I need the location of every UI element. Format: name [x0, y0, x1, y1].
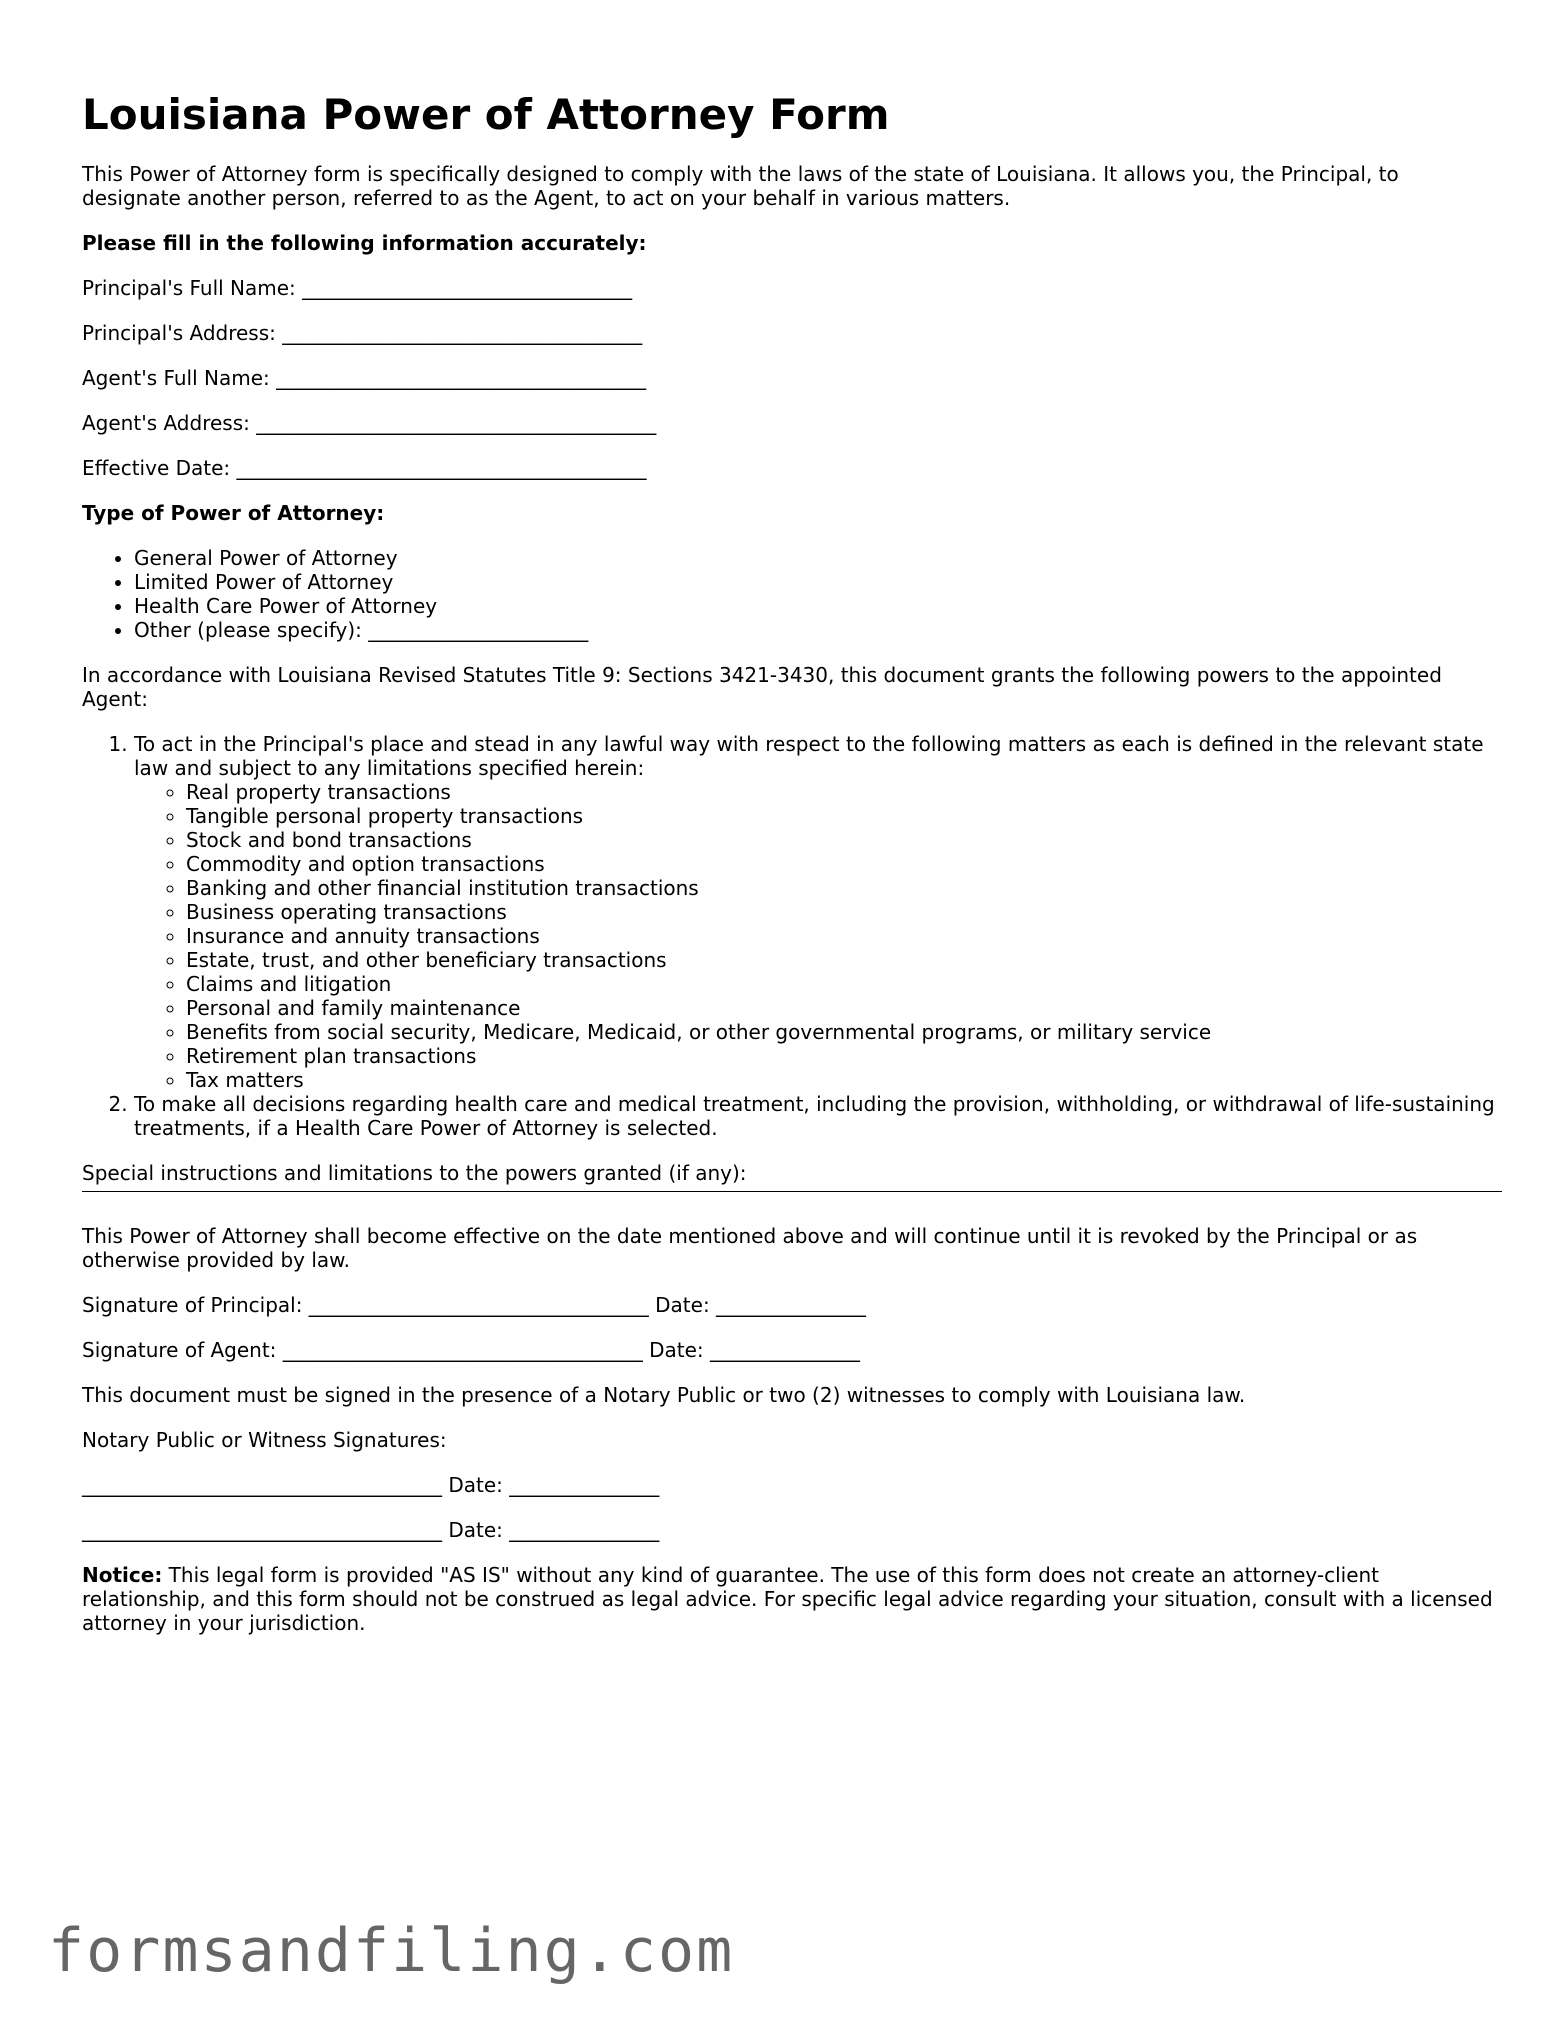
effective-date-field[interactable]: Effective Date: _________________________________________	[82, 456, 647, 480]
special-instructions-label: Special instructions and limitations to the powers granted (if any):	[82, 1161, 747, 1185]
matter-item: ◦ Retirement plan transactions	[186, 1044, 1502, 1068]
notice-paragraph	[82, 1563, 1502, 1635]
power-item-2-text: To make all decisions regarding health care and medical treatment, including the provision, withholding, or withdrawal of life-sustaining treatments, if a Health Care Power of Attorney is selected.	[134, 1092, 1495, 1140]
matter-item: ◦ Commodity and option transactions	[186, 852, 1502, 876]
matter-item: ◦ Business operating transactions	[186, 900, 1502, 924]
statute-paragraph: In accordance with Louisiana Revised Statutes Title 9: Sections 3421-3430, this document grants the following powers to the appointed Agent:	[82, 663, 1442, 711]
matter-item: ◦ Tax matters	[186, 1068, 1502, 1092]
agent-name-field[interactable]: Agent's Full Name: _____________________________________	[82, 366, 647, 390]
matter-item: ◦ Banking and other financial institution transactions	[186, 876, 1502, 900]
principal-signature-line[interactable]: Signature of Principal: __________________________________ Date: _______________	[82, 1293, 867, 1317]
power-item-2	[134, 1092, 1502, 1140]
witness-signature-line[interactable]: ____________________________________ Date: _______________	[82, 1518, 660, 1542]
document-page	[82, 90, 1502, 1656]
intro-paragraph: This Power of Attorney form is specifically designed to comply with the laws of the state of Louisiana. It allows you, the Principal, to designate another person, referred to as the Agent, to act on your behalf in various matters.	[82, 162, 1399, 210]
fill-heading: Please fill in the following information accurately:	[82, 231, 647, 255]
matter-item: ◦ Claims and litigation	[186, 972, 1502, 996]
special-instructions-line[interactable]	[82, 1191, 1502, 1192]
type-item-general: • General Power of Attorney	[134, 546, 1502, 570]
notice-label: Notice:	[82, 1563, 163, 1587]
notary-requirement: This document must be signed in the presence of a Notary Public or two (2) witnesses to comply with Louisiana law.	[82, 1383, 1246, 1407]
type-item-health-care: • Health Care Power of Attorney	[134, 594, 1502, 618]
matter-item: ◦ Benefits from social security, Medicare, Medicaid, or other governmental programs, or military service	[186, 1020, 1502, 1044]
powers-list	[82, 732, 1502, 1140]
matter-item: ◦ Estate, trust, and other beneficiary transactions	[186, 948, 1502, 972]
page-title: Louisiana Power of Attorney Form	[82, 90, 890, 139]
effective-paragraph: This Power of Attorney shall become effective on the date mentioned above and will continue until it is revoked by the Principal or as otherwise provided by law.	[82, 1224, 1418, 1272]
matters-list	[134, 780, 1502, 1092]
power-item-1	[134, 732, 1502, 1092]
type-item-limited: • Limited Power of Attorney	[134, 570, 1502, 594]
matter-item: ◦ Insurance and annuity transactions	[186, 924, 1502, 948]
agent-signature-line[interactable]: Signature of Agent: ____________________________________ Date: _______________	[82, 1338, 861, 1362]
matter-item: ◦ Tangible personal property transactions	[186, 804, 1502, 828]
principal-address-field[interactable]: Principal's Address: ____________________________________	[82, 321, 643, 345]
witness-heading: Notary Public or Witness Signatures:	[82, 1428, 447, 1452]
watermark: formsandfiling.com	[48, 1916, 735, 1986]
agent-address-field[interactable]: Agent's Address: ________________________________________	[82, 411, 657, 435]
type-list	[82, 546, 1502, 642]
principal-name-field[interactable]: Principal's Full Name: _________________________________	[82, 276, 633, 300]
type-heading: Type of Power of Attorney:	[82, 501, 385, 525]
type-item-other[interactable]: • Other (please specify): ______________________	[134, 618, 1502, 642]
matter-item: ◦ Personal and family maintenance	[186, 996, 1502, 1020]
power-item-1-text: To act in the Principal's place and stead in any lawful way with respect to the following matters as each is defined in the relevant state law and subject to any limitations specified herein:	[134, 732, 1484, 780]
matter-item: ◦ Real property transactions	[186, 780, 1502, 804]
notice-text: This legal form is provided "AS IS" without any kind of guarantee. The use of this form does not create an attorney-client relationship, and this form should not be construed as legal advice. For specific legal advice regarding your situation, consult with a licensed attorney in your jurisdiction.	[82, 1563, 1493, 1635]
witness-signature-line[interactable]: ____________________________________ Date: _______________	[82, 1473, 660, 1497]
matter-item: ◦ Stock and bond transactions	[186, 828, 1502, 852]
